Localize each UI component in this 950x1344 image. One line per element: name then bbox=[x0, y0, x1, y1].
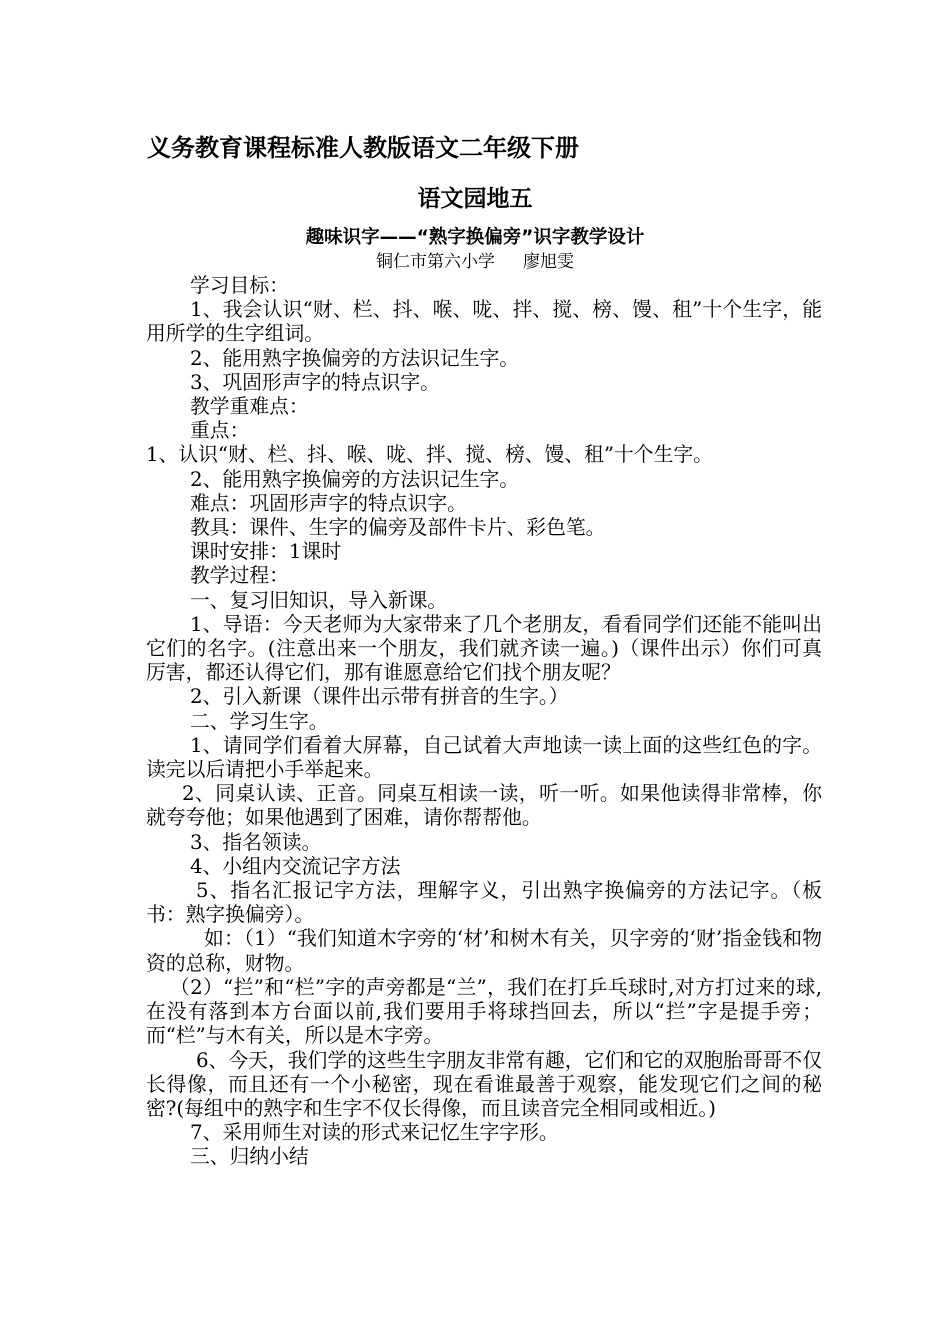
series-title: 义务教育课程标准人教版语文二年级下册 bbox=[147, 134, 579, 162]
part-1-item-1: 1、导语：今天老师为大家带来了几个老朋友，看看同学们还能不能叫出它们的名字。(注意出来一个朋友，我们就齐读一遍。)（课件出示）你们可真厉害，都还认得它们，那有谁愿意给它们找个朋友呢？ bbox=[146, 612, 822, 685]
goals-heading: 学习目标： bbox=[190, 274, 289, 297]
author-name: 廖旭雯 bbox=[523, 252, 574, 272]
part-2-item-3: 3、指名领读。 bbox=[190, 830, 322, 854]
part-2-item-5: 5、指名汇报记字方法，理解字义，引出熟字换偏旁的方法记字。（板书：熟字换偏旁）。 bbox=[146, 879, 822, 927]
part-2-item-2: 2、同桌认读、正音。同桌互相读一读，听一听。如果他读得非常棒，你就夸夸他；如果他遇到了困难，请你帮帮他。 bbox=[146, 782, 822, 830]
author-line bbox=[0, 250, 950, 274]
school-name: 铜仁市第六小学 bbox=[376, 252, 495, 272]
goal-3: 3、巩固形声字的特点识字。 bbox=[190, 370, 440, 394]
part-2-heading: 二、学习生字。 bbox=[190, 709, 329, 733]
process-heading: 教学过程： bbox=[190, 564, 289, 588]
materials: 教具：课件、生字的偏旁及部件卡片、彩色笔。 bbox=[190, 516, 606, 540]
difficulty: 难点：巩固形声字的特点识字。 bbox=[190, 491, 467, 515]
part-2-item-7: 7、采用师生对读的形式来记忆生字字形。 bbox=[190, 1121, 559, 1145]
part-2-item-6: 6、今天，我们学的这些生字朋友非常有趣，它们和它的双胞胎哥哥不仅长得像，而且还有一个小秘密，现在看谁最善于观察，能发现它们之间的秘密?(每组中的熟字和生字不仅长得像，而且读音完全相同或相近。) bbox=[146, 1048, 822, 1120]
part-2-example-2: （2）“拦”和“栏”字的声旁都是“兰”，我们在打乒乓球时,对方打过来的球,在没有落到本方台面以前,我们要用手将球挡回去，所以“拦”字是提手旁；而“栏”与木有关，所以是木字旁。 bbox=[146, 975, 822, 1048]
part-2-item-4: 4、小组内交流记字方法 bbox=[190, 854, 401, 878]
unit-title: 语文园地五 bbox=[417, 186, 533, 212]
part-2-item-1: 1、请同学们看着大屏幕，自己试着大声地读一读上面的这些红色的字。读完以后请把小手举起来。 bbox=[146, 733, 822, 782]
key-point-heading: 重点： bbox=[190, 419, 250, 443]
part-3-heading: 三、归纳小结 bbox=[190, 1145, 309, 1169]
part-1-item-2: 2、引入新课（课件出示带有拼音的生字。） bbox=[190, 685, 569, 709]
key-heading: 教学重难点： bbox=[190, 395, 309, 419]
part-2-example-1: 如：（1）“我们知道木字旁的‘材’和树木有关，贝字旁的‘财’指金钱和物资的总称，财物。 bbox=[146, 927, 822, 975]
document-body bbox=[146, 274, 822, 1170]
part-1-heading: 一、复习旧知识，导入新课。 bbox=[190, 588, 448, 612]
key-1: 1、认识“财、栏、抖、喉、咙、拌、搅、榜、馒、租”十个生字。 bbox=[146, 443, 713, 467]
key-2: 2、能用熟字换偏旁的方法识记生字。 bbox=[190, 467, 520, 491]
goal-1: 1、我会认识“财、栏、抖、喉、咙、拌、搅、榜、馒、租”十个生字，能用所学的生字组词。 bbox=[146, 298, 822, 346]
document-title: 趣味识字——“熟字换偏旁”识字教学设计 bbox=[305, 227, 645, 248]
goal-2: 2、能用熟字换偏旁的方法识记生字。 bbox=[190, 346, 520, 370]
schedule: 课时安排：1课时 bbox=[190, 540, 342, 564]
